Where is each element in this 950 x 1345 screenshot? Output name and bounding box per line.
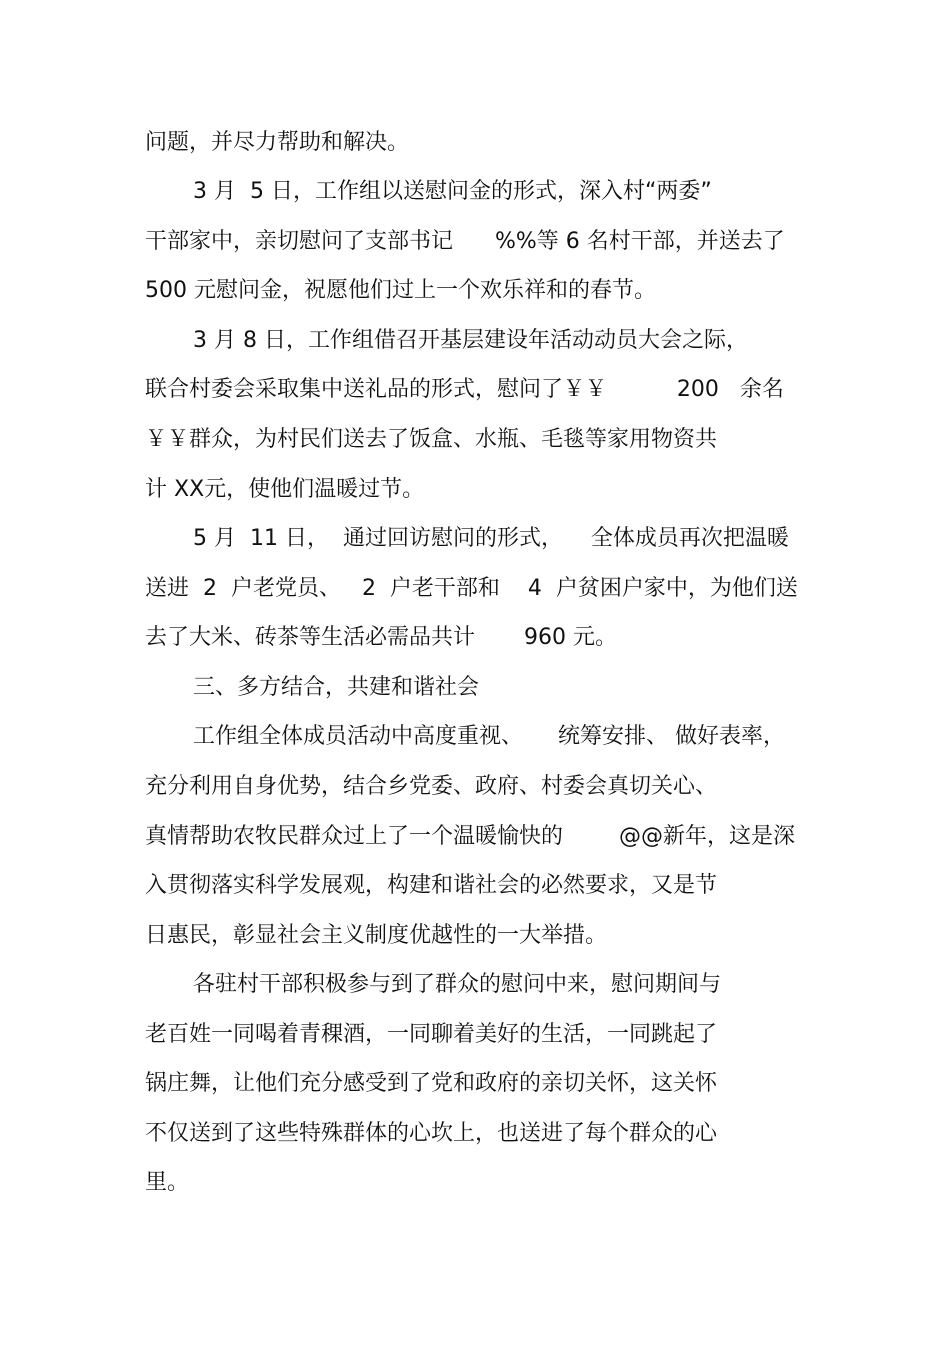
text-line-18: 各驻村干部积极参与到了群众的慰问中来，慰问期间与 [193,972,722,997]
text-line-11: 去了大米、砖茶等生活必需品共计 960 元。 [145,625,617,650]
text-line-13: 工作组全体成员活动中高度重视、 统筹安排、 做好表率， [193,724,785,749]
text-line-6: 联合村委会采取集中送礼品的形式，慰问了￥￥ 200 余名 [145,377,784,402]
text-line-21: 不仅送到了这些特殊群体的心坎上，也送进了每个群众的心 [145,1121,718,1146]
text-line-9: 5 月 11 日， 通过回访慰问的形式， 全体成员再次把温暖 [193,526,789,551]
text-line-22: 里。 [145,1170,190,1195]
text-line-16: 入贯彻落实科学发展观，构建和谐社会的必然要求，又是节 [145,873,718,898]
text-line-2: 3 月 5 日，工作组以送慰问金的形式，深入村“两委” [193,179,712,204]
text-line-8: 计 XX元，使他们温暖过节。 [145,477,425,502]
text-line-14: 充分利用自身优势，结合乡党委、政府、村委会真切关心、 [145,774,718,799]
text-line-17: 日惠民，彰显社会主义制度优越性的一大举措。 [145,923,608,948]
text-line-19: 老百姓一同喝着青稞酒，一同聊着美好的生活，一同跳起了 [145,1022,718,1047]
text-line-4: 500 元慰问金，祝愿他们过上一个欢乐祥和的春节。 [145,278,656,303]
text-line-3: 干部家中，亲切慰问了支部书记 %%等 6 名村干部，并送去了 [145,229,785,254]
section-heading: 三、多方结合，共建和谐社会 [193,675,480,700]
text-line-7: ￥￥群众，为村民们送去了饭盒、水瓶、毛毯等家用物资共 [145,427,718,452]
text-line-5: 3 月 8 日，工作组借召开基层建设年活动动员大会之际， [193,328,748,353]
text-line-20: 锅庄舞，让他们充分感受到了党和政府的亲切关怀，这关怀 [145,1071,718,1096]
text-line-1: 问题，并尽力帮助和解决。 [145,130,410,155]
text-line-10: 送进 2 户老党员、 2 户老干部和 4 户贫困户家中，为他们送 [145,576,798,601]
text-line-15: 真情帮助农牧民群众过上了一个温暖愉快的 @@新年，这是深 [145,824,795,849]
